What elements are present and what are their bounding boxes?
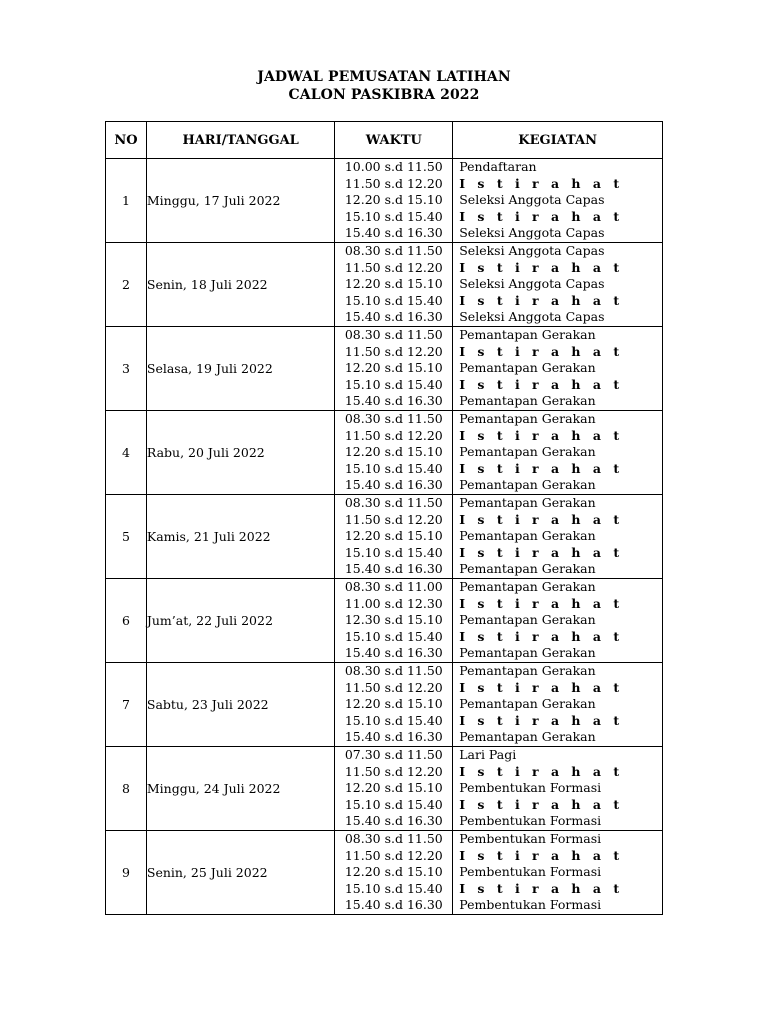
row-number: 1 bbox=[106, 159, 147, 243]
rest-activity: I s t i r a h a t bbox=[459, 376, 624, 392]
table-row bbox=[106, 747, 663, 831]
row-activities bbox=[453, 159, 663, 243]
time-slot: 15.40 s.d 16.30 bbox=[344, 729, 443, 745]
header-no: NO bbox=[106, 122, 147, 159]
row-times bbox=[335, 159, 453, 243]
time-slot: 08.30 s.d 11.50 bbox=[344, 327, 443, 343]
row-day: Senin, 25 Juli 2022 bbox=[146, 831, 335, 915]
row-times bbox=[335, 579, 453, 663]
activity-item: Pemantapan Gerakan bbox=[459, 360, 596, 376]
row-number: 2 bbox=[106, 243, 147, 327]
time-slot: 15.10 s.d 15.40 bbox=[344, 880, 443, 896]
row-number: 9 bbox=[106, 831, 147, 915]
row-times bbox=[335, 243, 453, 327]
rest-activity: I s t i r a h a t bbox=[459, 763, 624, 779]
activity-item: Pembentukan Formasi bbox=[459, 864, 602, 880]
header-day: HARI/TANGGAL bbox=[146, 122, 335, 159]
row-number: 3 bbox=[106, 327, 147, 411]
time-slot: 11.50 s.d 12.20 bbox=[344, 847, 443, 863]
activity-item: Pemantapan Gerakan bbox=[459, 645, 596, 661]
time-slot: 08.30 s.d 11.50 bbox=[344, 831, 443, 847]
row-times bbox=[335, 411, 453, 495]
table-row bbox=[106, 495, 663, 579]
table-row bbox=[106, 159, 663, 243]
activity-item: Pemantapan Gerakan bbox=[459, 579, 596, 595]
table-header-row bbox=[106, 122, 663, 159]
row-times bbox=[335, 831, 453, 915]
row-day: Kamis, 21 Juli 2022 bbox=[146, 495, 335, 579]
rest-activity: I s t i r a h a t bbox=[459, 427, 624, 443]
time-slot: 07.30 s.d 11.50 bbox=[344, 747, 443, 763]
time-slot: 12.20 s.d 15.10 bbox=[344, 864, 443, 880]
row-activities bbox=[453, 495, 663, 579]
row-activities bbox=[453, 579, 663, 663]
activity-item: Pemantapan Gerakan bbox=[459, 411, 596, 427]
time-slot: 12.20 s.d 15.10 bbox=[344, 696, 443, 712]
activity-item: Pemantapan Gerakan bbox=[459, 696, 596, 712]
table-row bbox=[106, 663, 663, 747]
time-slot: 15.40 s.d 16.30 bbox=[344, 309, 443, 325]
table-row bbox=[106, 411, 663, 495]
activity-item: Seleksi Anggota Capas bbox=[459, 192, 605, 208]
row-activities bbox=[453, 411, 663, 495]
activity-item: Pemantapan Gerakan bbox=[459, 444, 596, 460]
rest-activity: I s t i r a h a t bbox=[459, 679, 624, 695]
row-activities bbox=[453, 831, 663, 915]
time-slot: 15.40 s.d 16.30 bbox=[344, 813, 443, 829]
table-row bbox=[106, 327, 663, 411]
activity-item: Lari Pagi bbox=[459, 747, 517, 763]
row-number: 8 bbox=[106, 747, 147, 831]
time-slot: 15.40 s.d 16.30 bbox=[344, 225, 443, 241]
activity-item: Pemantapan Gerakan bbox=[459, 477, 596, 493]
activity-item: Seleksi Anggota Capas bbox=[459, 276, 605, 292]
time-slot: 08.30 s.d 11.00 bbox=[344, 579, 443, 595]
activity-item: Pemantapan Gerakan bbox=[459, 663, 596, 679]
row-activities bbox=[453, 663, 663, 747]
rest-activity: I s t i r a h a t bbox=[459, 460, 624, 476]
time-slot: 08.30 s.d 11.50 bbox=[344, 411, 443, 427]
rest-activity: I s t i r a h a t bbox=[459, 628, 624, 644]
row-times bbox=[335, 747, 453, 831]
activity-item: Pemantapan Gerakan bbox=[459, 327, 596, 343]
time-slot: 12.20 s.d 15.10 bbox=[344, 444, 443, 460]
row-times bbox=[335, 327, 453, 411]
table-row bbox=[106, 831, 663, 915]
row-times bbox=[335, 495, 453, 579]
time-slot: 15.40 s.d 16.30 bbox=[344, 645, 443, 661]
row-day: Selasa, 19 Juli 2022 bbox=[146, 327, 335, 411]
time-slot: 15.10 s.d 15.40 bbox=[344, 544, 443, 560]
time-slot: 11.50 s.d 12.20 bbox=[344, 511, 443, 527]
time-slot: 15.40 s.d 16.30 bbox=[344, 477, 443, 493]
rest-activity: I s t i r a h a t bbox=[459, 292, 624, 308]
activity-item: Seleksi Anggota Capas bbox=[459, 225, 605, 241]
rest-activity: I s t i r a h a t bbox=[459, 796, 624, 812]
activity-item: Pemantapan Gerakan bbox=[459, 393, 596, 409]
rest-activity: I s t i r a h a t bbox=[459, 544, 624, 560]
row-activities bbox=[453, 327, 663, 411]
row-number: 4 bbox=[106, 411, 147, 495]
rest-activity: I s t i r a h a t bbox=[459, 511, 624, 527]
row-day: Minggu, 24 Juli 2022 bbox=[146, 747, 335, 831]
row-activities bbox=[453, 747, 663, 831]
time-slot: 08.30 s.d 11.50 bbox=[344, 495, 443, 511]
row-number: 7 bbox=[106, 663, 147, 747]
time-slot: 10.00 s.d 11.50 bbox=[344, 159, 443, 175]
activity-item: Pembentukan Formasi bbox=[459, 897, 602, 913]
time-slot: 15.40 s.d 16.30 bbox=[344, 393, 443, 409]
rest-activity: I s t i r a h a t bbox=[459, 880, 624, 896]
rest-activity: I s t i r a h a t bbox=[459, 343, 624, 359]
title-line-1: JADWAL PEMUSATAN LATIHAN bbox=[257, 69, 511, 85]
row-times bbox=[335, 663, 453, 747]
rest-activity: I s t i r a h a t bbox=[459, 175, 624, 191]
time-slot: 15.10 s.d 15.40 bbox=[344, 460, 443, 476]
activity-item: Seleksi Anggota Capas bbox=[459, 309, 605, 325]
row-activities bbox=[453, 243, 663, 327]
row-day: Senin, 18 Juli 2022 bbox=[146, 243, 335, 327]
rest-activity: I s t i r a h a t bbox=[459, 259, 624, 275]
time-slot: 15.10 s.d 15.40 bbox=[344, 628, 443, 644]
time-slot: 15.40 s.d 16.30 bbox=[344, 561, 443, 577]
time-slot: 12.20 s.d 15.10 bbox=[344, 528, 443, 544]
row-day: Sabtu, 23 Juli 2022 bbox=[146, 663, 335, 747]
time-slot: 15.10 s.d 15.40 bbox=[344, 376, 443, 392]
time-slot: 15.10 s.d 15.40 bbox=[344, 796, 443, 812]
row-day: Minggu, 17 Juli 2022 bbox=[146, 159, 335, 243]
activity-item: Pemantapan Gerakan bbox=[459, 495, 596, 511]
time-slot: 15.10 s.d 15.40 bbox=[344, 712, 443, 728]
time-slot: 15.10 s.d 15.40 bbox=[344, 292, 443, 308]
activity-item: Pemantapan Gerakan bbox=[459, 729, 596, 745]
time-slot: 11.50 s.d 12.20 bbox=[344, 427, 443, 443]
time-slot: 12.20 s.d 15.10 bbox=[344, 780, 443, 796]
time-slot: 08.30 s.d 11.50 bbox=[344, 243, 443, 259]
time-slot: 11.50 s.d 12.20 bbox=[344, 259, 443, 275]
time-slot: 11.50 s.d 12.20 bbox=[344, 343, 443, 359]
schedule-body bbox=[106, 159, 663, 915]
row-day: Jum’at, 22 Juli 2022 bbox=[146, 579, 335, 663]
title-line-2: CALON PASKIBRA 2022 bbox=[288, 87, 480, 103]
rest-activity: I s t i r a h a t bbox=[459, 847, 624, 863]
row-number: 5 bbox=[106, 495, 147, 579]
time-slot: 12.20 s.d 15.10 bbox=[344, 192, 443, 208]
time-slot: 12.20 s.d 15.10 bbox=[344, 360, 443, 376]
time-slot: 15.40 s.d 16.30 bbox=[344, 897, 443, 913]
schedule-table bbox=[105, 121, 663, 915]
activity-item: Pembentukan Formasi bbox=[459, 831, 602, 847]
activity-item: Seleksi Anggota Capas bbox=[459, 243, 605, 259]
row-day: Rabu, 20 Juli 2022 bbox=[146, 411, 335, 495]
rest-activity: I s t i r a h a t bbox=[459, 595, 624, 611]
time-slot: 12.20 s.d 15.10 bbox=[344, 276, 443, 292]
activity-item: Pemantapan Gerakan bbox=[459, 612, 596, 628]
time-slot: 11.50 s.d 12.20 bbox=[344, 763, 443, 779]
activity-item: Pembentukan Formasi bbox=[459, 780, 602, 796]
row-number: 6 bbox=[106, 579, 147, 663]
table-row bbox=[106, 579, 663, 663]
header-activity: KEGIATAN bbox=[453, 122, 663, 159]
time-slot: 11.00 s.d 12.30 bbox=[344, 595, 443, 611]
time-slot: 08.30 s.d 11.50 bbox=[344, 663, 443, 679]
time-slot: 12.30 s.d 15.10 bbox=[344, 612, 443, 628]
rest-activity: I s t i r a h a t bbox=[459, 208, 624, 224]
document-title bbox=[0, 68, 768, 104]
activity-item: Pendaftaran bbox=[459, 159, 537, 175]
header-time: WAKTU bbox=[335, 122, 453, 159]
activity-item: Pembentukan Formasi bbox=[459, 813, 602, 829]
activity-item: Pemantapan Gerakan bbox=[459, 561, 596, 577]
time-slot: 15.10 s.d 15.40 bbox=[344, 208, 443, 224]
time-slot: 11.50 s.d 12.20 bbox=[344, 175, 443, 191]
table-row bbox=[106, 243, 663, 327]
rest-activity: I s t i r a h a t bbox=[459, 712, 624, 728]
time-slot: 11.50 s.d 12.20 bbox=[344, 679, 443, 695]
activity-item: Pemantapan Gerakan bbox=[459, 528, 596, 544]
